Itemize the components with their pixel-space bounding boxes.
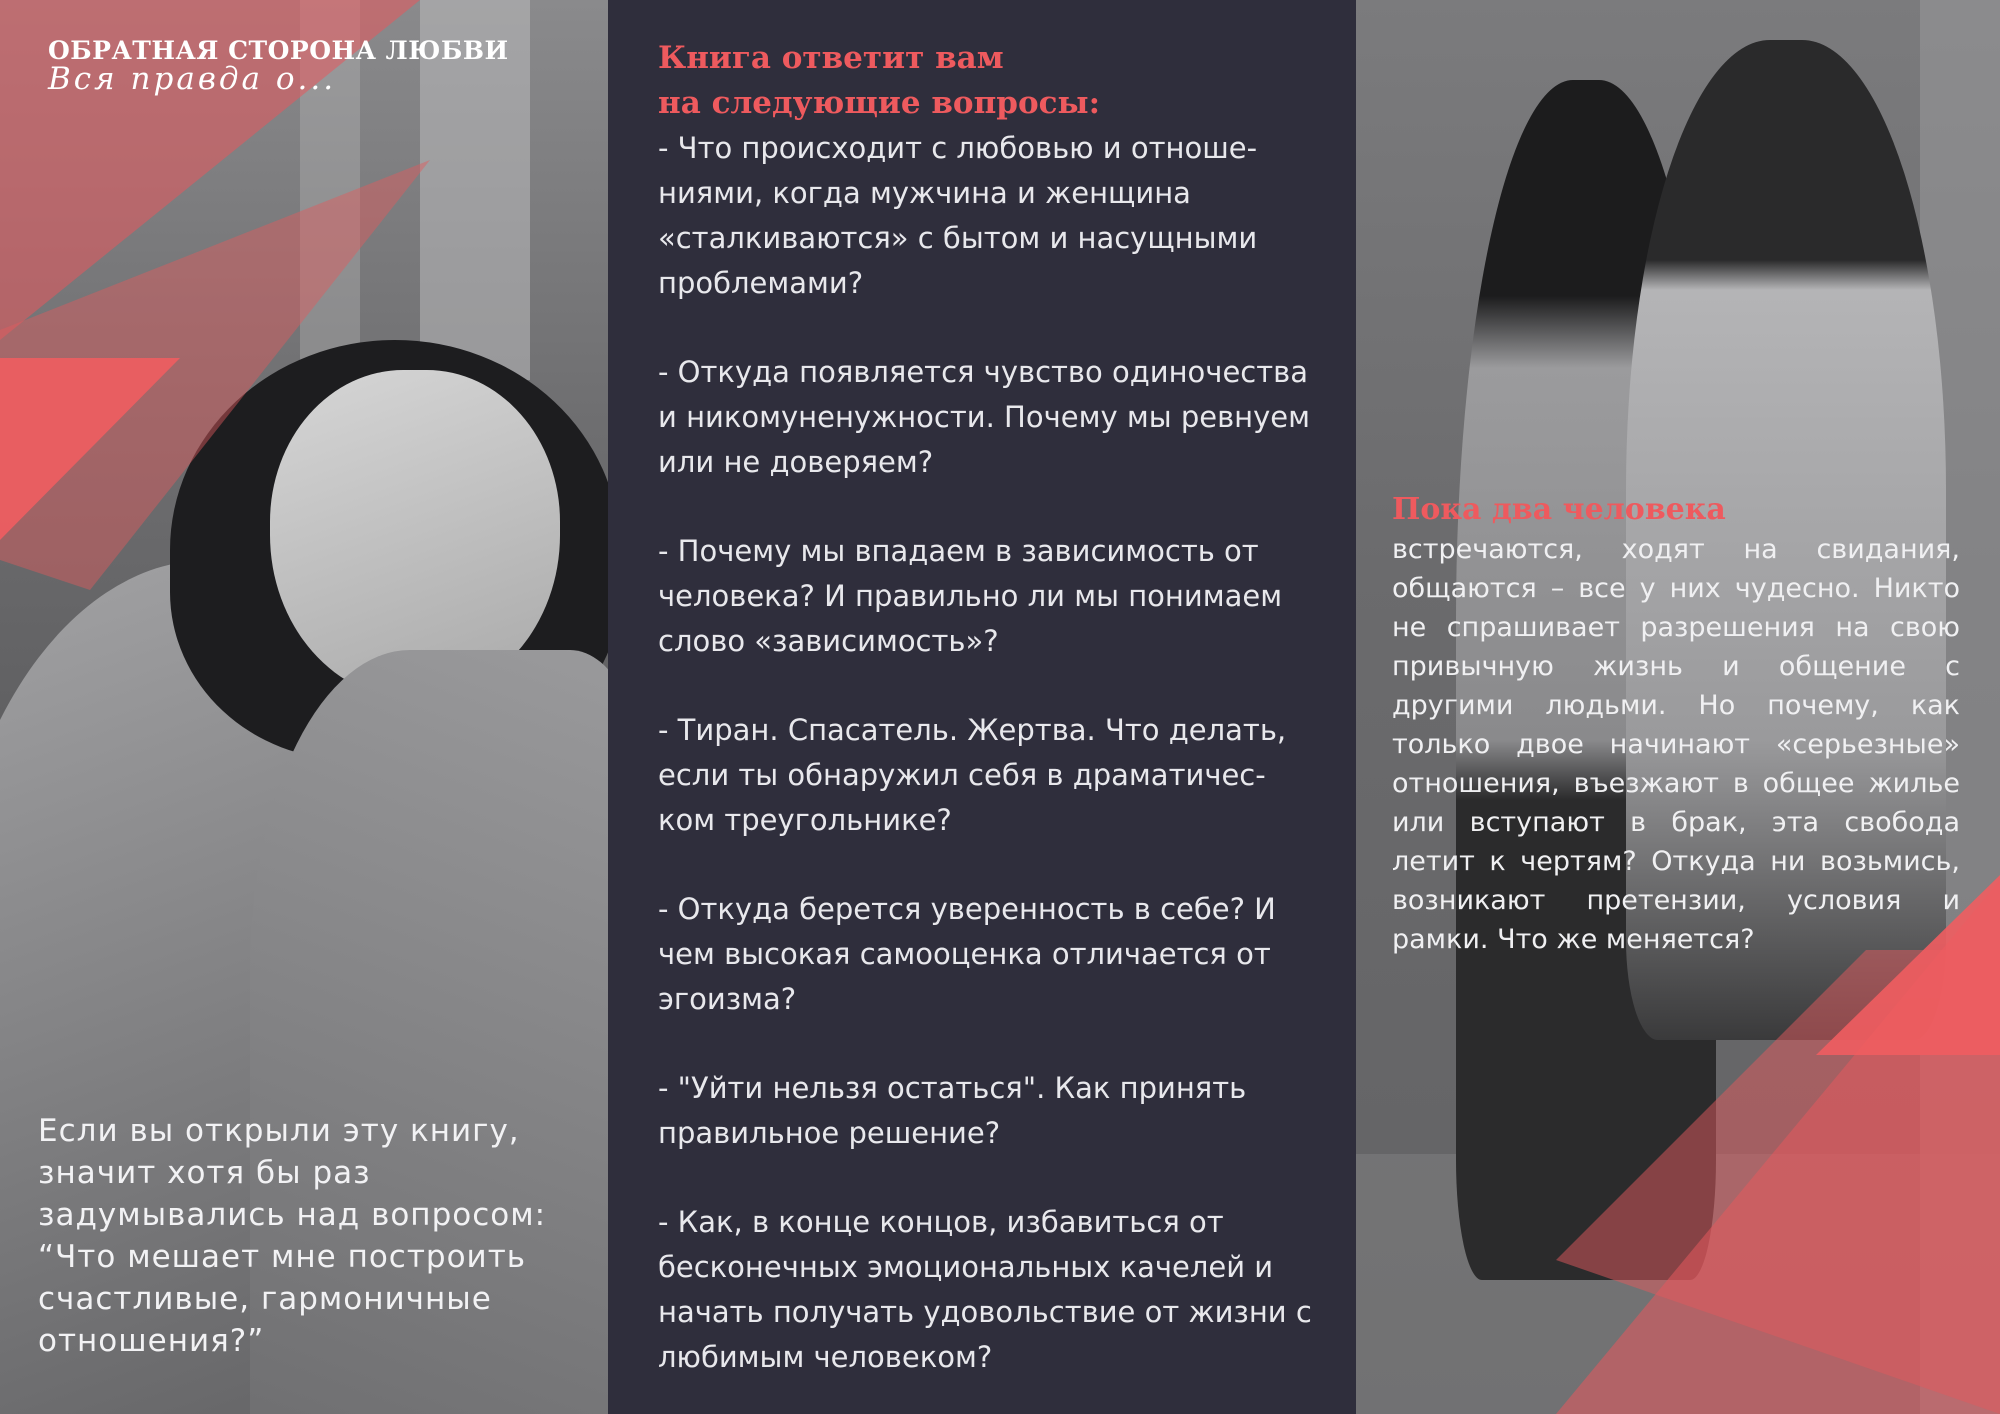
right-title: Пока два человека [1392, 492, 1726, 527]
intro-quote: Если вы открыли эту книгу, значит хотя бы раз задумывались над вопросом: “Что мешает мне построить счастливые, гармоничные отношения?” [38, 1113, 547, 1359]
question-item: - "Уйти нельзя остаться". Как принять правильное решение? [658, 1071, 1247, 1150]
questions-title-line1: Книга ответит вам [658, 40, 1004, 76]
right-panel [1356, 0, 2000, 1414]
brand-subtitle: Вся правда о... [48, 61, 337, 97]
question-item: - Что происходит с любовью и отноше-ниями, когда мужчина и женщина «сталкиваются» с бытом и насущными проблемами? [658, 131, 1258, 300]
question-item: - Откуда берется уверенность в себе? И чем высокая самооценка отличается от эгоизма? [658, 892, 1276, 1016]
question-item: - Откуда появляется чувство одиночества и никомуненужности. Почему мы ревнуем или не доверяем? [658, 355, 1311, 479]
brand-title: ОБРАТНАЯ СТОРОНА ЛЮБВИ [48, 36, 509, 65]
questions-title-line2: на следующие вопросы: [658, 85, 1101, 121]
question-item: - Тиран. Спасатель. Жертва. Что делать, если ты обнаружил себя в драматичес-ком треугольнике? [658, 713, 1287, 837]
question-item: - Как, в конце концов, избавиться от бесконечных эмоциональных качелей и начать получать удовольствие от жизни с любимым человеком? [658, 1205, 1312, 1374]
brand [48, 36, 509, 97]
left-panel [0, 0, 608, 1414]
question-item: - Почему мы впадаем в зависимость от человека? И правильно ли мы понимаем слово «зависимость»? [658, 534, 1283, 658]
right-paragraph: встречаются, ходят на свидания, общаются – все у них чудесно. Никто не спрашивает разрешения на свою привычную жизнь и общение с другими людьми. Но почему, как только двое начинают «серьезные» отношения, въезжают в общее жилье или вступают в брак, эта свобода летит к чертям? Откуда ни возьмись, возникают претензии, условия и рамки. Что же меняется? [1392, 534, 1960, 955]
right-text-block [1392, 490, 1960, 959]
center-panel [608, 0, 1356, 1414]
